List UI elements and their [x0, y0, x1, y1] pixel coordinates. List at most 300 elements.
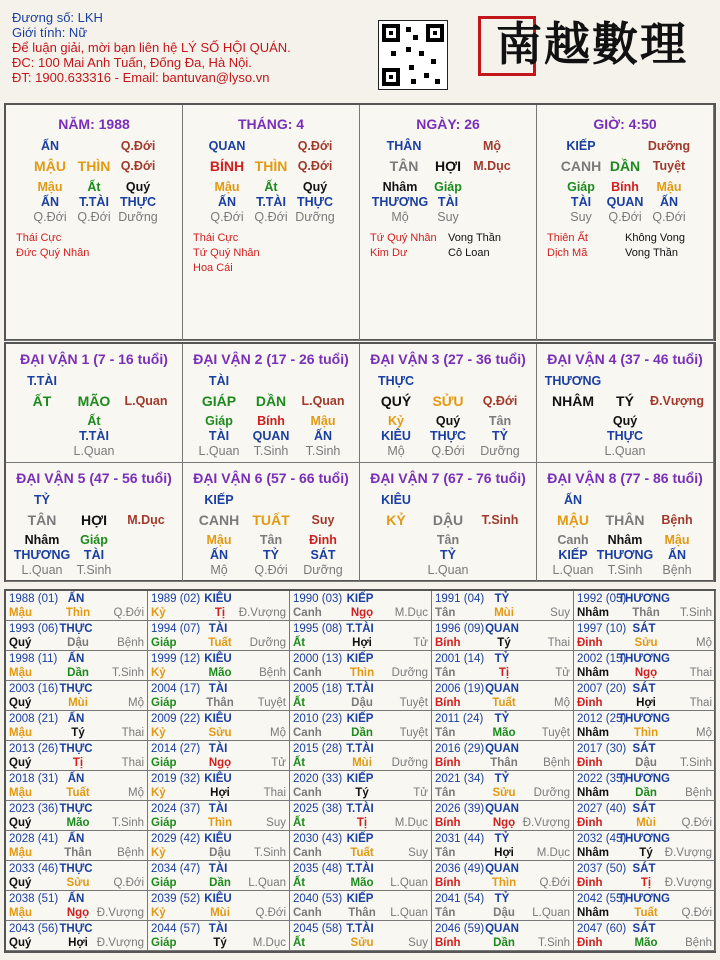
- pillar-hidden-god: TÀI: [570, 195, 592, 209]
- annual-branch: Mão: [492, 727, 516, 739]
- dai-van-hidden-god: THỰC: [429, 429, 467, 443]
- annual-stem: Ất: [293, 937, 306, 949]
- annual-stage: Dưỡng: [391, 757, 428, 769]
- annual-cell: [6, 771, 148, 801]
- dai-van-title: ĐẠI VẬN 1 (7 - 16 tuổi): [20, 351, 168, 367]
- annual-stem: Giáp: [151, 817, 177, 829]
- dai-van-hidden-god: SÁT: [310, 548, 336, 562]
- annual-year: 2039 (52): [151, 893, 201, 905]
- annual-year: 1989 (02): [151, 593, 201, 605]
- dai-van-hidden-god: ẤN: [313, 429, 333, 443]
- dai-van-branch: TUẤT: [252, 512, 290, 528]
- annual-god: TÀI: [208, 623, 228, 635]
- annual-cell: [574, 621, 716, 651]
- annual-god: TỶ: [494, 713, 510, 725]
- annual-god: KIẾP: [346, 773, 374, 785]
- pillar-hidden-stage: Q.Đới: [77, 210, 111, 224]
- annual-stem: Ất: [293, 637, 306, 649]
- annual-stage: Mộ: [270, 727, 286, 739]
- annual-god: TỶ: [494, 653, 510, 665]
- annual-cell: [148, 921, 290, 951]
- dai-van-hidden-god: T.TÀI: [79, 429, 109, 443]
- annual-stage: Đ.Vượng: [96, 937, 144, 949]
- dai-van-hidden-god: TỶ: [440, 548, 456, 562]
- pillar-stem-god: ẤN: [40, 139, 60, 153]
- annual-god: SÁT: [632, 863, 656, 875]
- annual-stage: Tử: [413, 637, 428, 649]
- annual-branch: Thân: [64, 847, 92, 859]
- annual-stem: Ất: [293, 817, 306, 829]
- annual-stem: Kỷ: [151, 907, 166, 919]
- annual-cell: [574, 801, 716, 831]
- annual-cell: [290, 651, 432, 681]
- dai-van-hidden: Đinh: [309, 533, 337, 547]
- dai-van-god: KIẾP: [204, 493, 234, 507]
- annual-year: 1990 (03): [293, 593, 343, 605]
- annual-branch: Dần: [67, 667, 89, 679]
- annual-stem: Bính: [435, 697, 461, 709]
- annual-stage: L.Quan: [390, 877, 428, 889]
- annual-branch: Dậu: [67, 637, 89, 649]
- annual-cell: [432, 861, 574, 891]
- annual-stage: Bệnh: [685, 787, 712, 799]
- annual-cell: [290, 801, 432, 831]
- annual-year: 1993 (06): [9, 623, 59, 635]
- dai-van-title: ĐẠI VẬN 7 (67 - 76 tuổi): [370, 470, 526, 486]
- dai-van-cell: [537, 463, 714, 582]
- annual-stem: Nhâm: [577, 607, 609, 619]
- annual-stem: Mậu: [9, 727, 32, 739]
- annual-stem: Kỷ: [151, 787, 166, 799]
- annual-stage: M.Dục: [536, 847, 570, 859]
- annual-branch: Mùi: [352, 757, 372, 769]
- annual-branch: Thân: [490, 757, 518, 769]
- annual-stage: T.Sinh: [680, 757, 712, 769]
- annual-year: 2015 (28): [293, 743, 343, 755]
- annual-branch: Thân: [206, 697, 234, 709]
- dai-van-cell: [6, 463, 183, 582]
- brand-logo: 南越數理: [496, 17, 688, 71]
- dai-van-stage: Suy: [311, 513, 335, 527]
- annual-god: ẤN: [67, 773, 85, 785]
- pillar-branch-cell: CANH: [560, 158, 602, 174]
- annual-stem: Nhâm: [577, 907, 609, 919]
- annual-stem: Tân: [435, 787, 456, 799]
- annual-year: 2004 (17): [151, 683, 201, 695]
- annual-branch: Mão: [634, 937, 658, 949]
- dai-van-hidden-god: TỶ: [492, 429, 508, 443]
- annual-stem: Giáp: [151, 937, 177, 949]
- annual-year: 2037 (50): [577, 863, 627, 875]
- dai-van-hidden-stage: L.Quan: [427, 563, 469, 577]
- annual-year: 2012 (25): [577, 713, 627, 725]
- annual-branch: Sửu: [208, 727, 232, 739]
- annual-year: 2035 (48): [293, 863, 343, 875]
- pillar-hidden-stage: Suy: [570, 210, 592, 224]
- annual-stem: Canh: [293, 667, 322, 679]
- pillar-title: NĂM: 1988: [58, 116, 130, 132]
- annual-god: KIẾP: [346, 833, 374, 845]
- annual-stage: M.Dục: [394, 607, 428, 619]
- dai-van-hidden-stage: Q.Đới: [431, 444, 465, 458]
- annual-cell: [148, 591, 290, 621]
- pillar-star: Không Vong: [625, 232, 685, 244]
- annual-year: 2036 (49): [435, 863, 485, 875]
- pillar-title: NGÀY: 26: [416, 116, 480, 132]
- pillar-cell: [183, 105, 360, 341]
- annual-stem: Ất: [293, 757, 306, 769]
- phone-email-line: ĐT: 1900.633316 - Email: bantuvan@lyso.vn: [12, 70, 270, 85]
- dai-van-hidden: Giáp: [205, 414, 233, 428]
- annual-year: 1998 (11): [9, 653, 58, 665]
- dai-van-branch: THÂN: [605, 512, 645, 528]
- annual-cell: [432, 591, 574, 621]
- dai-van-hidden-god: ẤN: [667, 548, 687, 562]
- annual-stage: Đ.Vượng: [238, 607, 286, 619]
- annual-cell: [574, 861, 716, 891]
- annual-year: 2025 (38): [293, 803, 343, 815]
- annual-branch: Ngọ: [492, 817, 516, 829]
- annual-stage: M.Dục: [394, 817, 428, 829]
- dai-van-hidden: Mậu: [664, 533, 690, 547]
- dai-van-stage: Bệnh: [661, 513, 693, 527]
- annual-branch: Tị: [72, 757, 84, 769]
- annual-cell: [6, 681, 148, 711]
- annual-table: [4, 589, 716, 953]
- annual-branch: Mão: [350, 877, 374, 889]
- annual-branch: Hợi: [494, 847, 514, 859]
- dai-van-table: [4, 342, 716, 582]
- dai-van-hidden-god: TÀI: [83, 548, 105, 562]
- annual-year: 2047 (60): [577, 923, 627, 935]
- annual-stem: Quý: [9, 937, 32, 949]
- dai-van-god: TÀI: [208, 374, 230, 388]
- annual-year: 1995 (08): [293, 623, 343, 635]
- owner-name: Đương số: LKH: [12, 10, 103, 25]
- annual-cell: [6, 621, 148, 651]
- annual-stem: Kỷ: [151, 847, 166, 859]
- annual-stem: Đinh: [577, 877, 603, 889]
- annual-god: SÁT: [632, 923, 656, 935]
- annual-god: QUAN: [485, 683, 519, 695]
- dai-van-stem: QUÝ: [380, 393, 412, 409]
- pillar-hidden-stem: Ất: [87, 180, 101, 194]
- annual-branch: Tý: [639, 847, 653, 859]
- dai-van-hidden-stage: Dưỡng: [303, 563, 343, 577]
- dai-van-hidden-stage: Q.Đới: [254, 563, 288, 577]
- annual-stem: Ất: [293, 697, 306, 709]
- pillar-star: Vong Thần: [448, 232, 502, 244]
- annual-stage: Tuyệt: [541, 727, 570, 739]
- annual-god: TÀI: [208, 923, 228, 935]
- annual-branch: Dậu: [209, 847, 231, 859]
- annual-stage: L.Quan: [390, 907, 428, 919]
- annual-year: 2003 (16): [9, 683, 59, 695]
- pillar-star: Tứ Quý Nhân: [370, 232, 437, 244]
- annual-branch: Mão: [66, 817, 90, 829]
- dai-van-stage: L.Quan: [301, 394, 345, 408]
- annual-stage: Tử: [413, 787, 428, 799]
- annual-cell: [148, 831, 290, 861]
- pillar-branch-cell: Tuyệt: [652, 159, 686, 173]
- annual-stage: Q.Đới: [255, 907, 286, 919]
- dai-van-hidden-stage: T.Sinh: [305, 444, 341, 458]
- annual-god: TÀI: [208, 683, 228, 695]
- dai-van-god: THƯƠNG: [544, 374, 602, 388]
- annual-branch: Tý: [71, 727, 85, 739]
- pillar-hidden-god: T.TÀI: [256, 195, 286, 209]
- annual-year: 2001 (14): [435, 653, 485, 665]
- annual-cell: [148, 801, 290, 831]
- pillar-cell: [360, 105, 537, 341]
- annual-branch: Hợi: [68, 937, 88, 949]
- annual-year: 2045 (58): [293, 923, 343, 935]
- annual-stem: Canh: [293, 847, 322, 859]
- pillar-hidden-stage: Q.Đới: [254, 210, 288, 224]
- annual-stem: Đinh: [577, 637, 603, 649]
- dai-van-hidden: Quý: [435, 414, 461, 428]
- contact-line: Để luận giải, mời bạn liên hệ LÝ SỐ HỘI QUÁN.: [12, 40, 291, 55]
- annual-stem: Ất: [293, 877, 306, 889]
- annual-cell: [148, 891, 290, 921]
- annual-god: ẤN: [67, 593, 85, 605]
- annual-year: 2027 (40): [577, 803, 627, 815]
- annual-god: THƯƠNG: [618, 713, 670, 725]
- pillar-hidden-stage: Q.Đới: [608, 210, 642, 224]
- annual-god: QUAN: [485, 863, 519, 875]
- annual-year: 2010 (23): [293, 713, 343, 725]
- annual-god: T.TÀI: [346, 743, 374, 755]
- annual-branch: Thìn: [349, 667, 375, 679]
- annual-stem: Bính: [435, 817, 461, 829]
- annual-cell: [6, 801, 148, 831]
- annual-year: 2032 (45): [577, 833, 627, 845]
- annual-cell: [148, 771, 290, 801]
- annual-year: 2044 (57): [151, 923, 201, 935]
- annual-cell: [574, 771, 716, 801]
- dai-van-stem: CANH: [198, 512, 240, 528]
- dai-van-hidden-god: TÀI: [208, 429, 230, 443]
- annual-god: KIÊU: [204, 653, 232, 665]
- annual-stage: Bệnh: [543, 757, 570, 769]
- annual-stem: Giáp: [151, 637, 177, 649]
- dai-van-title: ĐẠI VẬN 5 (47 - 56 tuổi): [16, 470, 172, 486]
- annual-year: 2013 (26): [9, 743, 59, 755]
- annual-branch: Dần: [493, 937, 515, 949]
- annual-cell: [574, 591, 716, 621]
- annual-stem: Kỷ: [151, 667, 166, 679]
- pillar-hidden-god: T.TÀI: [79, 195, 109, 209]
- annual-stage: Mộ: [554, 697, 570, 709]
- dai-van-title: ĐẠI VẬN 4 (37 - 46 tuổi): [547, 351, 703, 367]
- header-info: [12, 10, 372, 85]
- annual-god: THƯƠNG: [618, 773, 670, 785]
- gender: Giới tính: Nữ: [12, 25, 88, 40]
- annual-god: KIÊU: [204, 773, 232, 785]
- annual-stem: Đinh: [577, 697, 603, 709]
- annual-god: THƯƠNG: [618, 833, 670, 845]
- annual-year: 2007 (20): [577, 683, 627, 695]
- annual-year: 2043 (56): [9, 923, 59, 935]
- pillar-star: Hoa Cái: [193, 262, 233, 274]
- pillar-branch-cell: M.Dục: [473, 159, 511, 173]
- annual-god: KIÊU: [204, 593, 232, 605]
- annual-stage: L.Quan: [532, 907, 570, 919]
- annual-branch: Tuất: [66, 787, 90, 799]
- annual-stage: Thai: [263, 787, 286, 799]
- dai-van-cell: [360, 463, 537, 582]
- annual-stage: Dưỡng: [533, 787, 570, 799]
- dai-van-hidden: Mậu: [310, 414, 336, 428]
- annual-stage: Thai: [689, 697, 712, 709]
- dai-van-hidden: Mậu: [206, 533, 232, 547]
- annual-stage: Tử: [271, 757, 286, 769]
- annual-cell: [432, 771, 574, 801]
- annual-god: TÀI: [208, 803, 228, 815]
- annual-stem: Mậu: [9, 667, 32, 679]
- annual-stage: Mộ: [128, 787, 144, 799]
- dai-van-hidden-god: THỰC: [606, 429, 644, 443]
- annual-stem: Nhâm: [577, 667, 609, 679]
- annual-year: 2040 (53): [293, 893, 343, 905]
- dai-van-branch: TÝ: [616, 393, 634, 409]
- dai-van-god: ẤN: [563, 493, 583, 507]
- annual-stem: Tân: [435, 607, 456, 619]
- pillar-cell: [537, 105, 714, 341]
- pillar-star: Cô Loan: [448, 247, 490, 259]
- annual-year: 2041 (54): [435, 893, 485, 905]
- annual-year: 1991 (04): [435, 593, 485, 605]
- annual-branch: Mùi: [210, 907, 230, 919]
- annual-god: ẤN: [67, 833, 85, 845]
- annual-stem: Quý: [9, 817, 32, 829]
- pillar-stem-god: THÂN: [386, 139, 422, 153]
- annual-cell: [290, 711, 432, 741]
- annual-branch: Mão: [208, 667, 232, 679]
- annual-stem: Tân: [435, 667, 456, 679]
- annual-stage: Mộ: [128, 697, 144, 709]
- pillar-star: Kim Dư: [370, 247, 408, 259]
- annual-stage: Suy: [550, 607, 570, 619]
- annual-god: ẤN: [67, 653, 85, 665]
- dai-van-cell: [183, 463, 360, 582]
- annual-god: ẤN: [67, 713, 85, 725]
- dai-van-hidden-god: THƯƠNG: [596, 548, 654, 562]
- pillar-hidden-stage: Q.Đới: [652, 210, 686, 224]
- pillar-hidden-stem: Ất: [264, 180, 278, 194]
- annual-god: T.TÀI: [346, 863, 374, 875]
- dai-van-stem: ẤT: [32, 393, 52, 409]
- annual-stem: Canh: [293, 787, 322, 799]
- annual-year: 2016 (29): [435, 743, 485, 755]
- dai-van-hidden-stage: Mộ: [387, 444, 405, 458]
- pillar-branch-cell: DẦN: [609, 158, 641, 174]
- annual-cell: [6, 591, 148, 621]
- annual-god: KIẾP: [346, 893, 374, 905]
- annual-branch: Thân: [632, 607, 660, 619]
- annual-god: THỰC: [59, 623, 93, 635]
- pillar-stem-god: QUAN: [208, 139, 246, 153]
- dai-van-stage: Đ.Vượng: [649, 394, 705, 408]
- annual-stage: Đ.Vượng: [664, 847, 712, 859]
- annual-cell: [290, 681, 432, 711]
- annual-branch: Thìn: [633, 727, 659, 739]
- annual-branch: Tý: [355, 787, 369, 799]
- annual-branch: Mùi: [494, 607, 514, 619]
- annual-stage: Thai: [689, 667, 712, 679]
- pillar-hidden-stem: Mậu: [656, 180, 682, 194]
- annual-stage: Q.Đới: [113, 877, 144, 889]
- annual-year: 2014 (27): [151, 743, 201, 755]
- annual-god: T.TÀI: [346, 803, 374, 815]
- annual-cell: [290, 891, 432, 921]
- annual-stage: T.Sinh: [538, 937, 570, 949]
- annual-branch: Dần: [635, 787, 657, 799]
- dai-van-hidden-god: TỶ: [263, 548, 279, 562]
- annual-god: KIẾP: [346, 713, 374, 725]
- annual-cell: [432, 921, 574, 951]
- annual-stem: Bính: [435, 877, 461, 889]
- annual-stage: T.Sinh: [254, 847, 286, 859]
- annual-god: THỰC: [59, 743, 93, 755]
- dai-van-hidden-god: KIẾP: [558, 548, 588, 562]
- pillar-branch-cell: THÌN: [254, 158, 288, 174]
- annual-stage: Q.Đới: [681, 817, 712, 829]
- dai-van-hidden-stage: Dưỡng: [480, 444, 520, 458]
- annual-stem: Đinh: [577, 937, 603, 949]
- annual-stem: Quý: [9, 757, 32, 769]
- annual-cell: [290, 591, 432, 621]
- annual-branch: Sửu: [66, 877, 90, 889]
- annual-stage: Bệnh: [685, 937, 712, 949]
- pillar-branch-cell: BÍNH: [209, 158, 245, 174]
- annual-god: SÁT: [632, 743, 656, 755]
- annual-branch: Sửu: [350, 937, 374, 949]
- pillar-hidden-god: THỰC: [296, 195, 334, 209]
- dai-van-title: ĐẠI VẬN 3 (27 - 36 tuổi): [370, 351, 526, 367]
- annual-year: 2008 (21): [9, 713, 59, 725]
- annual-god: TÀI: [208, 743, 228, 755]
- annual-stem: Bính: [435, 937, 461, 949]
- annual-cell: [148, 861, 290, 891]
- annual-stage: Tuyệt: [399, 697, 428, 709]
- annual-god: TỶ: [494, 593, 510, 605]
- dai-van-cell: [537, 344, 714, 463]
- pillar-hidden-god: ẤN: [217, 195, 237, 209]
- annual-stage: Q.Đới: [539, 877, 570, 889]
- pillar-hidden-stem: Giáp: [567, 180, 595, 194]
- annual-branch: Thìn: [65, 607, 91, 619]
- annual-god: QUAN: [485, 803, 519, 815]
- annual-cell: [290, 741, 432, 771]
- pillar-hidden-stem: Mậu: [37, 180, 63, 194]
- annual-stem: Canh: [293, 607, 322, 619]
- annual-cell: [290, 831, 432, 861]
- annual-branch: Tý: [213, 937, 227, 949]
- dai-van-hidden-god: THƯƠNG: [13, 548, 71, 562]
- annual-branch: Mùi: [636, 817, 656, 829]
- annual-god: KIẾP: [346, 653, 374, 665]
- annual-year: 2017 (30): [577, 743, 627, 755]
- pillar-branch-cell: Q.Đới: [120, 159, 156, 173]
- annual-god: KIÊU: [204, 713, 232, 725]
- annual-god: TÀI: [208, 863, 228, 875]
- annual-branch: Dậu: [635, 757, 657, 769]
- dai-van-hidden-stage: L.Quan: [73, 444, 115, 458]
- annual-stem: Đinh: [577, 757, 603, 769]
- annual-branch: Hợi: [636, 697, 656, 709]
- annual-stage: Tử: [555, 667, 570, 679]
